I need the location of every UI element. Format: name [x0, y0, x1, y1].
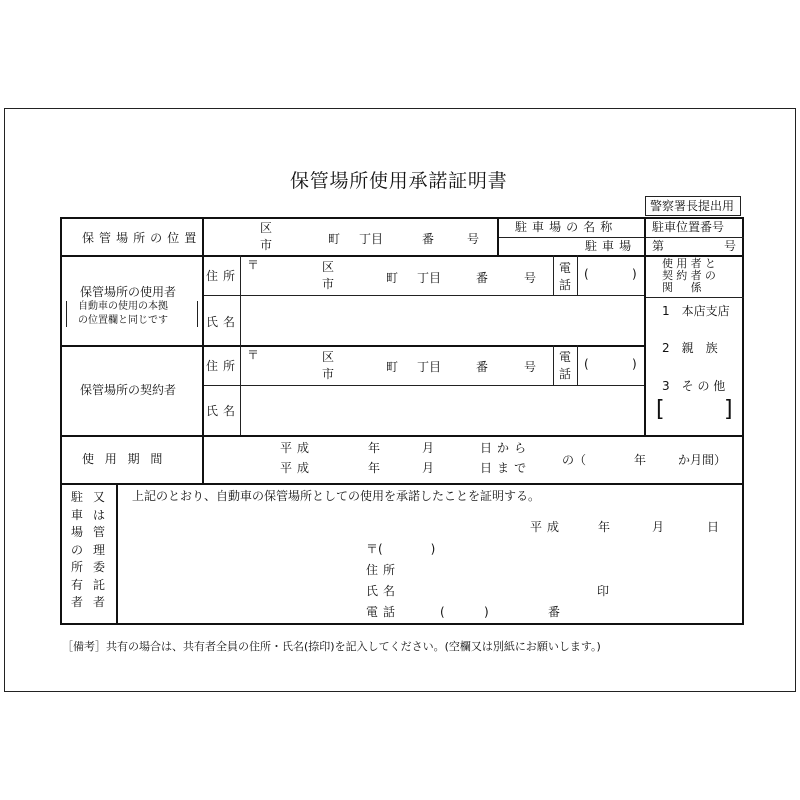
certifier-side-col2: 又 は 管 理 委 託 者 — [92, 490, 105, 609]
certifier-address-label: 住所 — [366, 563, 401, 577]
user-tel-label-1: 電 — [559, 261, 572, 275]
position-no-label: 駐車位置番号 — [652, 220, 725, 234]
location-shi: 市 — [260, 238, 273, 252]
position-dai: 第 — [652, 239, 665, 253]
contractor-ban: 番 — [476, 360, 489, 374]
user-tel-close: ) — [632, 267, 637, 281]
user-tel-label-2: 話 — [559, 278, 572, 292]
relation-heading-2: 契約者の — [662, 269, 720, 282]
certifier-tel-open: ( — [440, 605, 445, 619]
contractor-heading: 保管場所の契約者 — [80, 383, 177, 397]
certifier-statement: 上記のとおり、自動車の保管場所としての使用を承諾したことを証明する。 — [132, 489, 541, 503]
contractor-address-label: 住所 — [206, 359, 241, 373]
certifier-date-month: 月 — [652, 520, 665, 534]
period-era-to: 平成 — [280, 461, 315, 475]
parking-name-label: 駐車場の名称 — [515, 220, 618, 234]
certifier-tel-suffix: 番 — [548, 605, 561, 619]
user-go: 号 — [524, 271, 537, 285]
period-duration-prefix: の（ — [562, 453, 587, 467]
contractor-postal: 〒 — [247, 348, 260, 362]
contractor-tel-label-2: 話 — [559, 367, 572, 381]
user-machi: 町 — [386, 271, 399, 285]
certifier-name-label: 氏名 — [366, 584, 401, 598]
user-shi: 市 — [322, 277, 335, 291]
certifier-tel-label: 電話 — [366, 605, 401, 619]
contractor-tel-label-1: 電 — [559, 350, 572, 364]
document-title: 保管場所使用承諾証明書 — [290, 170, 508, 192]
certifier-date-day: 日 — [707, 520, 720, 534]
contractor-tel-close: ) — [632, 357, 637, 371]
relation-bracket-open: [ — [656, 397, 665, 422]
contractor-chome: 丁目 — [417, 360, 442, 374]
user-tel-open: ( — [584, 267, 589, 281]
contractor-shi: 市 — [322, 367, 335, 381]
certifier-side-col1: 駐 車 場 の 所 有 者 — [70, 490, 83, 609]
period-heading: 使用期間 — [82, 452, 174, 466]
user-ku: 区 — [322, 260, 335, 274]
contractor-tel-open: ( — [584, 357, 589, 371]
relation-heading-3: 関 係 — [662, 281, 705, 294]
certifier-date-era: 平成 — [530, 520, 565, 534]
user-note-line2: の位置欄と同じです — [78, 315, 168, 326]
period-month-from: 月 — [422, 441, 435, 455]
user-postal: 〒 — [247, 258, 260, 272]
user-ban: 番 — [476, 271, 489, 285]
period-year-to: 年 — [368, 461, 381, 475]
period-month-to: 月 — [422, 461, 435, 475]
location-ban: 番 — [422, 232, 435, 246]
form-table — [60, 217, 744, 625]
certifier-date-year: 年 — [598, 520, 611, 534]
relation-heading-1: 使用者と — [662, 257, 720, 270]
location-go: 号 — [467, 232, 480, 246]
user-chome: 丁目 — [417, 271, 442, 285]
certifier-seal: 印 — [597, 584, 610, 598]
period-era-from: 平成 — [280, 441, 315, 455]
period-to: 日まで — [480, 461, 532, 475]
user-address-label: 住所 — [206, 269, 241, 283]
period-from: 日から — [480, 441, 532, 455]
submit-label: 警察署長提出用 — [650, 199, 735, 213]
certifier-tel-close: ) — [484, 605, 489, 619]
contractor-go: 号 — [524, 360, 537, 374]
relation-bracket-close: ] — [724, 397, 733, 422]
relation-option-2: 2 親 族 — [662, 341, 718, 355]
location-machi: 町 — [328, 232, 341, 246]
location-chome: 丁目 — [359, 232, 384, 246]
parking-suffix: 駐車場 — [585, 239, 637, 253]
relation-option-1: 1 本店支店 — [662, 304, 730, 318]
contractor-machi: 町 — [386, 360, 399, 374]
period-year-from: 年 — [368, 441, 381, 455]
user-heading: 保管場所の使用者 — [80, 285, 177, 299]
contractor-name-label: 氏名 — [206, 404, 241, 418]
user-name-label: 氏名 — [206, 315, 241, 329]
relation-option-3: 3 そ の 他 — [662, 379, 726, 393]
contractor-ku: 区 — [322, 350, 335, 364]
user-note-line1: 自動車の使用の本拠 — [78, 301, 168, 312]
location-ku: 区 — [260, 221, 273, 235]
period-duration-year: 年 — [634, 453, 647, 467]
position-go: 号 — [724, 239, 737, 253]
remark-note: ［備考］共有の場合は、共有者全員の住所・氏名(捺印)を記入してください。(空欄又は別紙にお願いします。) — [62, 640, 601, 653]
certifier-postal: 〒( ) — [366, 542, 436, 556]
location-heading: 保管場所の位置 — [82, 231, 202, 245]
period-duration-suffix: か月間） — [678, 453, 727, 467]
